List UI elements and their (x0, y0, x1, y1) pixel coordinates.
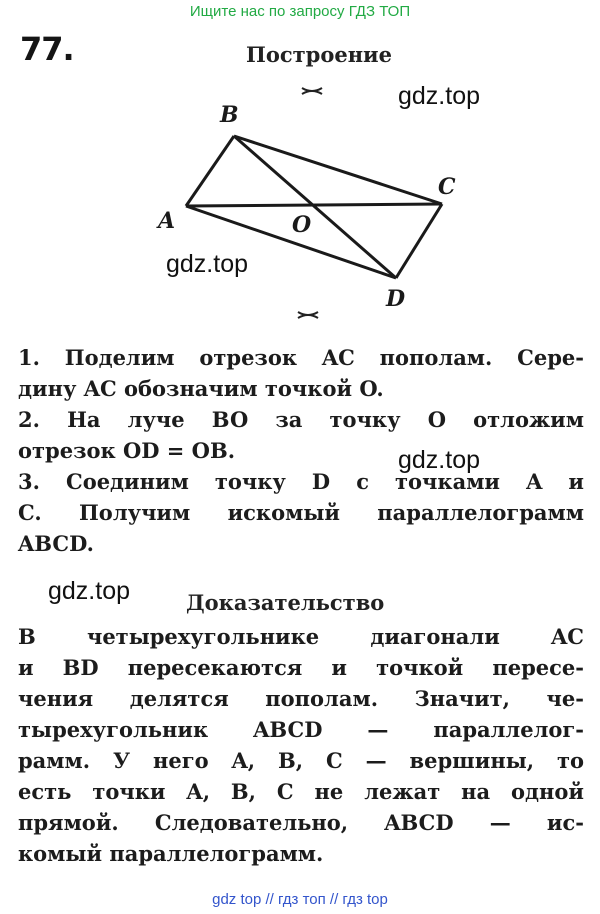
watermark-3: gdz.top (398, 446, 481, 474)
label-o: O (292, 212, 312, 238)
side-ab (186, 136, 234, 206)
problem-number: 77. (20, 30, 74, 68)
step-line: 3. Соединим точку D с точками A и (18, 469, 584, 494)
proof-title: Доказательство (186, 590, 385, 615)
proof-paragraph (18, 621, 584, 869)
construction-steps (18, 342, 584, 559)
proof-line: чения делятся пополам. Значит, че- (18, 686, 584, 711)
proof-line: прямой. Следовательно, ABCD — ис- (18, 810, 584, 835)
parallelogram-figure (150, 76, 480, 326)
step-line: 1. Поделим отрезок AC пополам. Сере- (18, 345, 584, 370)
compass-mark-top (302, 88, 322, 94)
proof-line: тырехугольник ABCD — параллелог- (18, 717, 584, 742)
label-b: B (220, 102, 239, 128)
diagonal-bd (234, 136, 396, 278)
label-d: D (386, 286, 406, 312)
side-bc (234, 136, 442, 204)
compass-mark-bottom (298, 312, 318, 318)
construction-title: Построение (246, 42, 392, 67)
proof-line: рамм. У него A, B, C — вершины, то (18, 748, 584, 773)
watermark-2: gdz.top (166, 250, 249, 278)
top-banner: Ищите нас по запросу ГДЗ ТОП (189, 3, 411, 20)
step-line: 2. На луче BO за точку O отложим (18, 407, 584, 432)
watermark-1: gdz.top (398, 82, 481, 110)
watermark-4: gdz.top (48, 577, 131, 605)
label-c: C (438, 174, 456, 200)
footer-links: gdz top // гдз топ // гдз top (212, 891, 388, 908)
label-a: A (158, 208, 176, 234)
step-line: дину AC обозначим точкой O. (18, 376, 384, 401)
step-line: ABCD. (18, 531, 94, 556)
proof-line: есть точки A, B, C не лежат на одной (18, 779, 584, 804)
proof-line: комый параллелограмм. (18, 841, 324, 866)
step-line: отрезок OD = OB. (18, 438, 236, 463)
proof-line: и BD пересекаются и точкой пересе- (18, 655, 584, 680)
proof-line: В четырехугольнике диагонали AC (18, 624, 584, 649)
side-cd (396, 204, 442, 278)
step-line: C. Получим искомый параллелограмм (18, 500, 584, 525)
